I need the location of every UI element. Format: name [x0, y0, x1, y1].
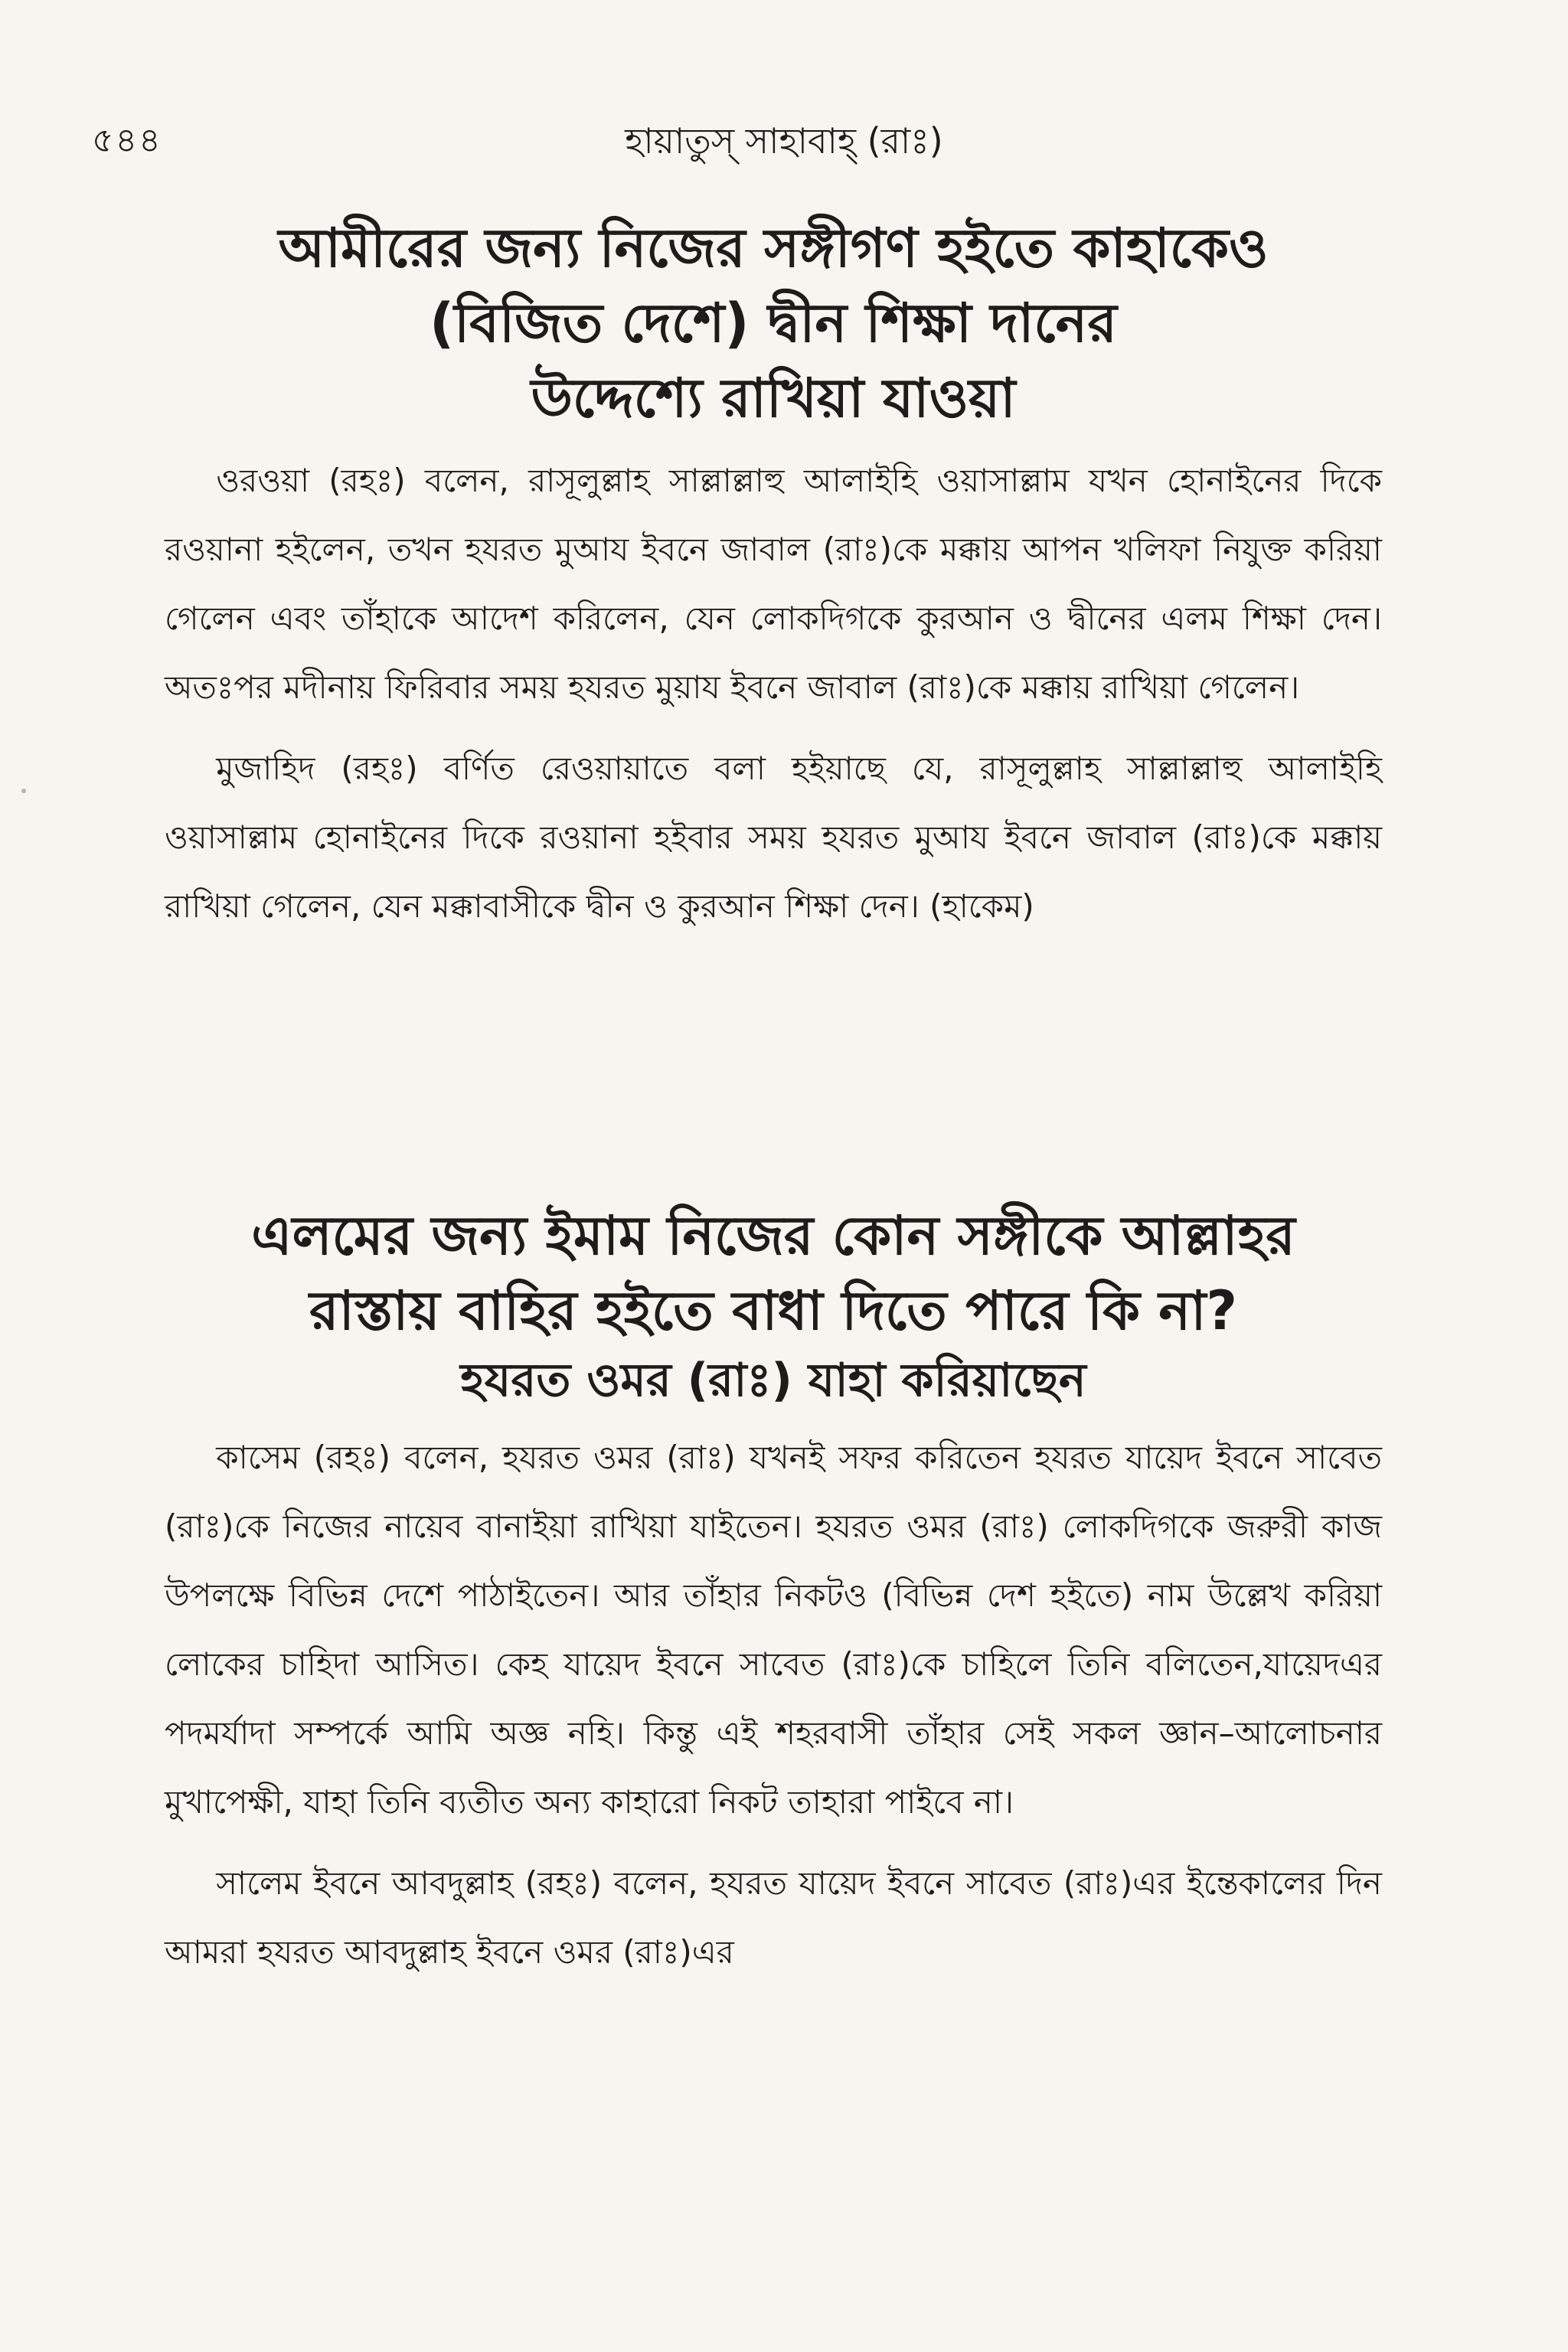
section-imam-restraining-companion: [165, 1198, 1382, 1987]
heading-line: এলমের জন্য ইমাম নিজের কোন সঙ্গীকে আল্লাহর: [251, 1204, 1295, 1267]
running-title: হায়াতুস্ সাহাবাহ্ (রাঃ): [625, 120, 943, 162]
paragraph: সালেম ইবনে আবদুল্লাহ (রহঃ) বলেন, হযরত যায়েদ ইবনে সাবেত (রাঃ)এর ইন্তেকালের দিন আমরা হযরত আবদুল্লাহ ইবনে ওমর (রাঃ)এর: [165, 1864, 1382, 1971]
section-subheading: হযরত ওমর (রাঃ) যাহা করিয়াছেন: [460, 1354, 1086, 1407]
margin-speck: [21, 789, 26, 793]
paragraph: কাসেম (রহঃ) বলেন, হযরত ওমর (রাঃ) যখনই সফর করিতেন হযরত যায়েদ ইবনে সাবেত (রাঃ)কে নিজের নায়েব বানাইয়া রাখিয়া যাইতেন। হযরত ওমর (রাঃ) লোকদিগকে জরুরী কাজ উপলক্ষে বিভিন্ন দেশে পাঠাইতেন। আর তাঁহার নিকটও (বিভিন্ন দেশ হইতে) নাম উল্লেখ করিয়া লোকের চাহিদা আসিত। কেহ যায়েদ ইবনে সাবেত (রাঃ)কে চাহিলে তিনি বলিতেন,যায়েদএর পদমর্যাদা সম্পর্কে আমি অজ্ঞ নহি। কিন্তু এই শহরবাসী তাঁহার সেই সকল জ্ঞান–আলোচনার মুখাপেক্ষী, যাহা তিনি ব্যতীত অন্য কাহারো নিকট তাহারা পাইবে না।: [165, 1439, 1382, 1821]
heading-line: (বিজিত দেশে) দ্বীন শিক্ষা দানের: [430, 292, 1117, 354]
page-number: ৫৪৪: [92, 121, 162, 160]
section-heading: [165, 211, 1382, 436]
heading-line: রাস্তায় বাহির হইতে বাধা দিতে পারে কি না?: [309, 1279, 1238, 1342]
paragraph: মুজাহিদ (রহঃ) বর্ণিত রেওয়ায়াতে বলা হইয়াছে যে, রাসূলুল্লাহ সাল্লাল্লাহু আলাইহি ওয়াসাল্লাম হোনাইনের দিকে রওয়ানা হইবার সময় হযরত মুআয ইবনে জাবাল (রাঃ)কে মক্কায় রাখিয়া গেলেন, যেন মক্কাবাসীকে দ্বীন ও কুরআন শিক্ষা দেন। (হাকেম): [165, 750, 1382, 925]
running-header: [92, 115, 1476, 168]
paragraph: ওরওয়া (রহঃ) বলেন, রাসূলুল্লাহ সাল্লাল্লাহু আলাইহি ওয়াসাল্লাম যখন হোনাইনের দিকে রওয়ানা হইলেন, তখন হযরত মুআয ইবনে জাবাল (রাঃ)কে মক্কায় আপন খলিফা নিযুক্ত করিয়া গেলেন এবং তাঁহাকে আদেশ করিলেন, যেন লোকদিগকে কুরআন ও দ্বীনের এলম শিক্ষা দেন। অতঃপর মদীনায় ফিরিবার সময় হযরত মুয়ায ইবনে জাবাল (রাঃ)কে মক্কায় রাখিয়া গেলেন।: [165, 462, 1382, 706]
section-heading: [165, 1198, 1382, 1413]
section-leaving-companion: [165, 211, 1382, 941]
heading-line: আমীরের জন্য নিজের সঙ্গীগণ হইতে কাহাকেও: [278, 217, 1269, 279]
heading-line: উদ্দেশ্যে রাখিয়া যাওয়া: [531, 367, 1016, 430]
